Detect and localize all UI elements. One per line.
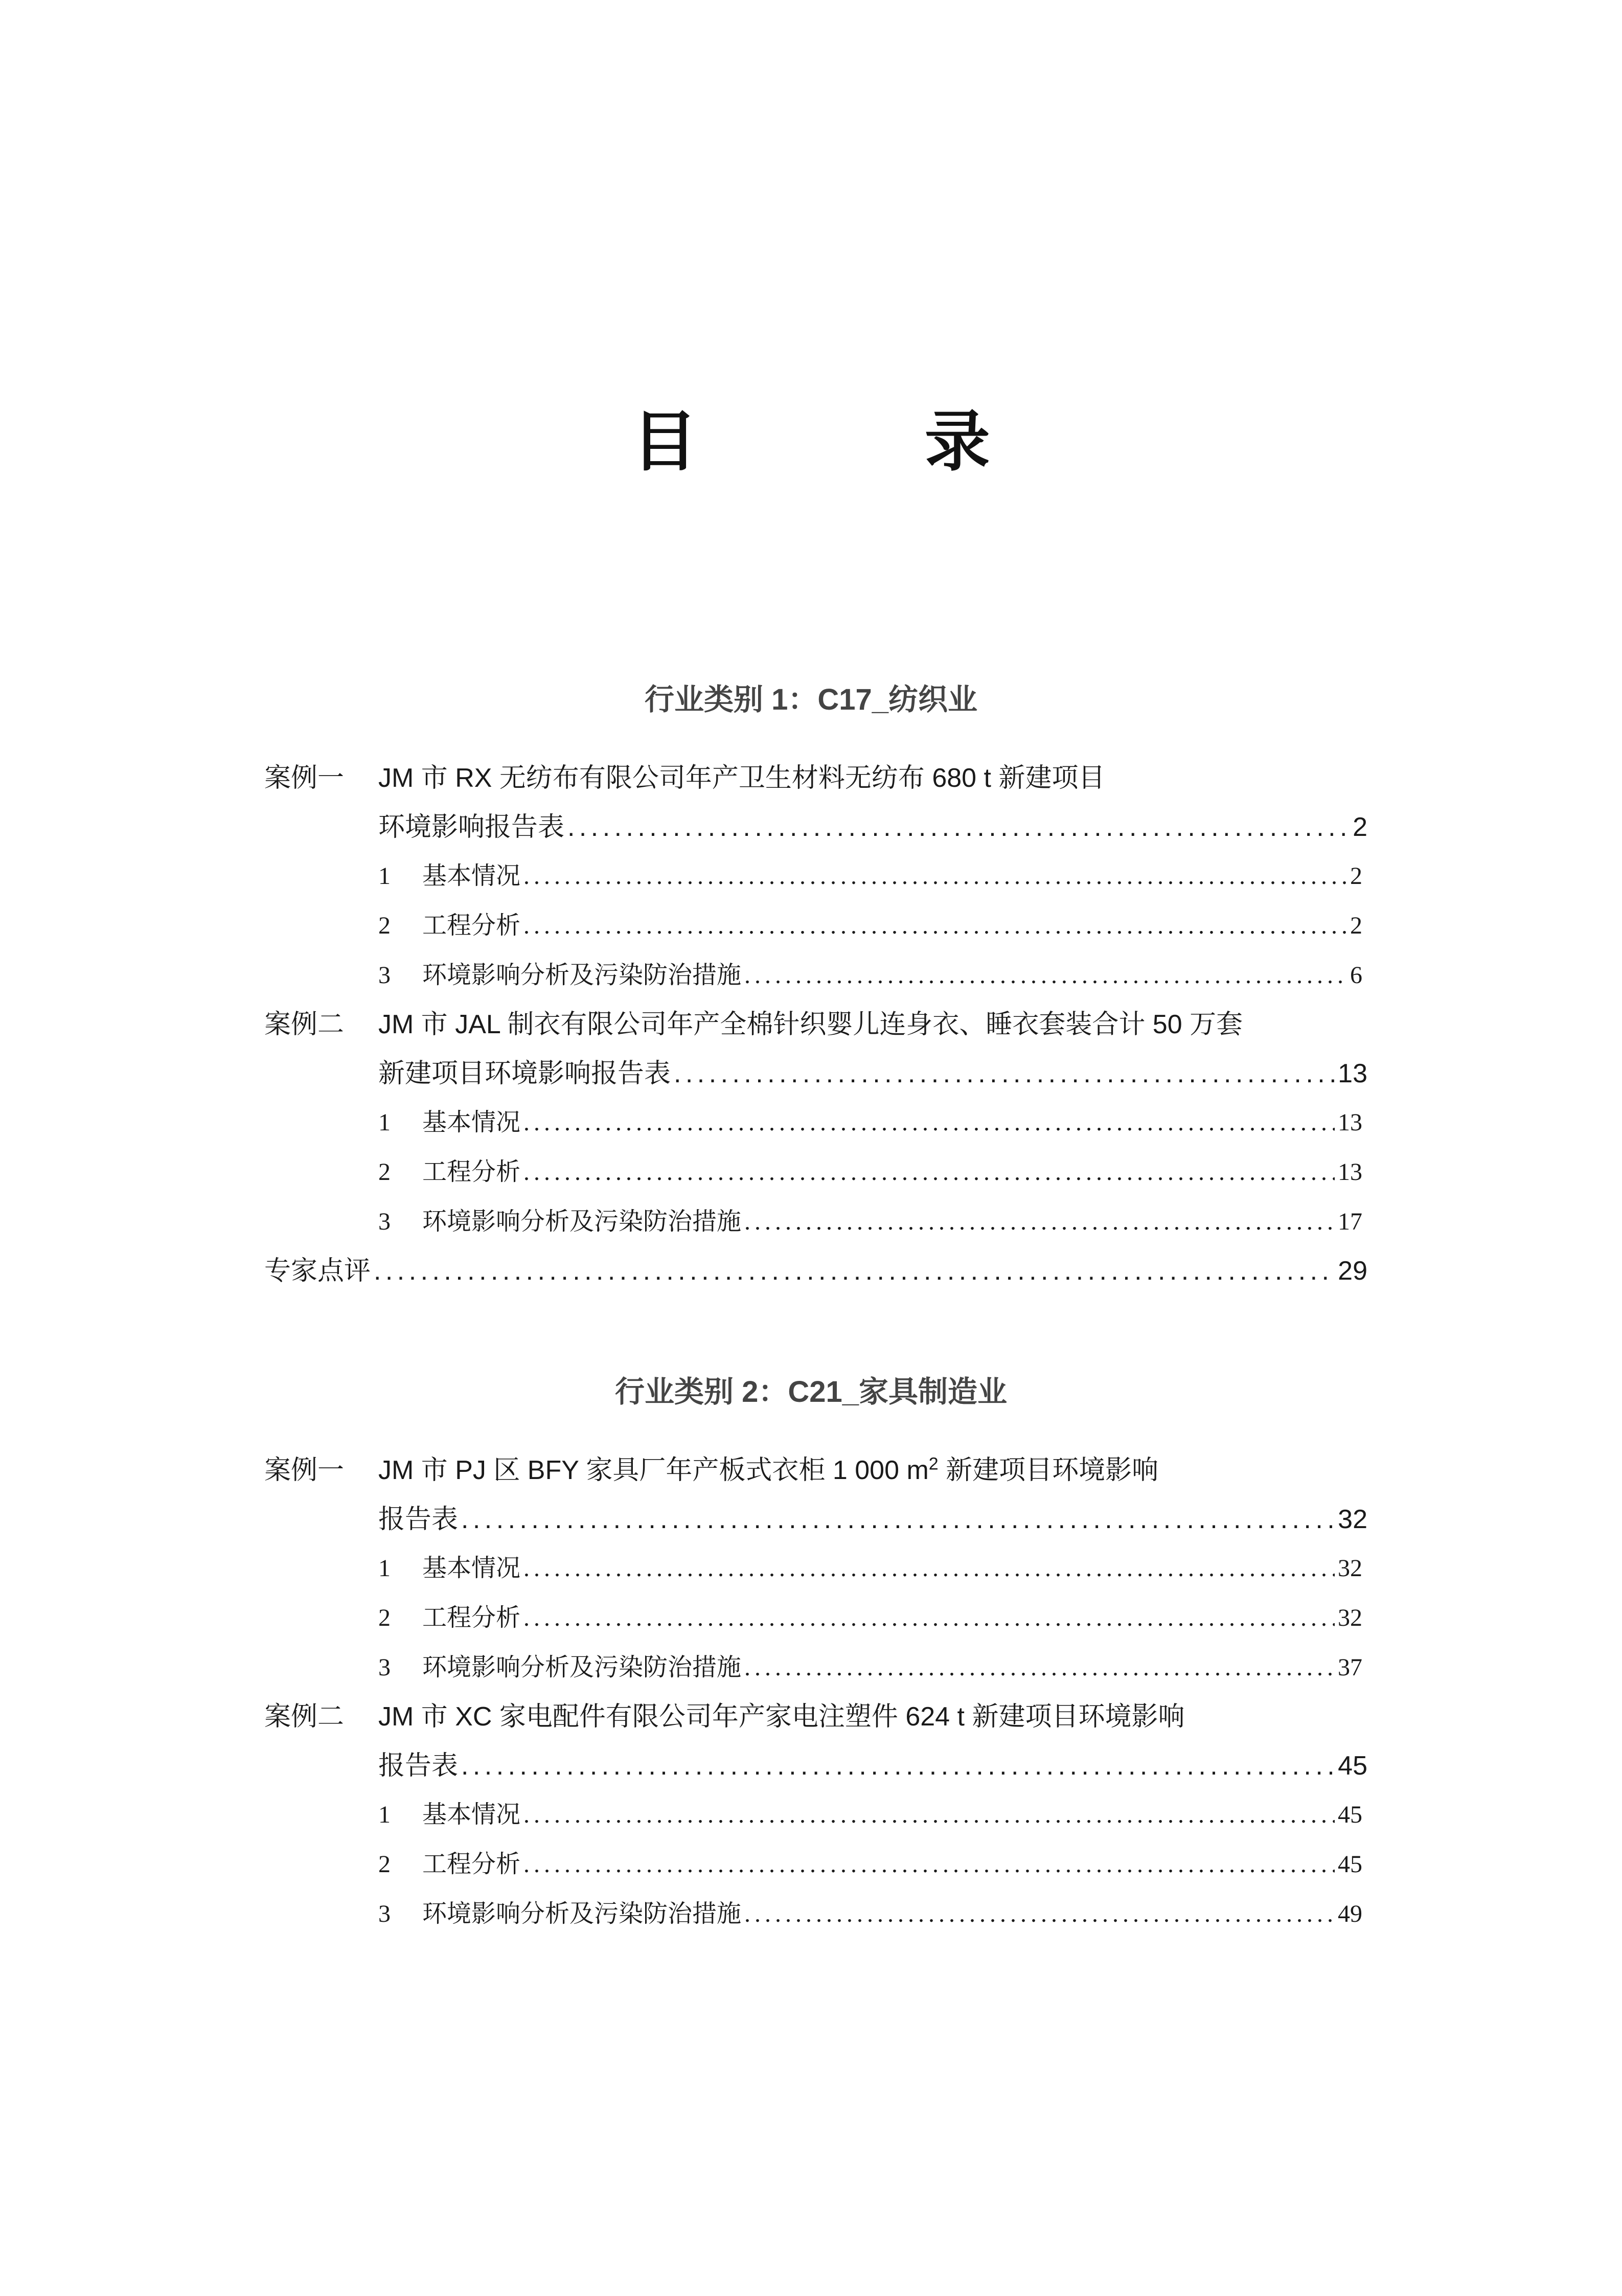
dot-leader <box>461 1506 1335 1533</box>
dot-leader <box>461 1753 1335 1779</box>
item-number: 3 <box>378 962 391 989</box>
item-text: 基本情况 <box>422 1109 521 1136</box>
toc-entry-item[interactable] <box>378 864 1362 889</box>
case-title: JM 市 XC 家电配件有限公司年产家电注塑件 624 t 新建项目环境影响 <box>378 1702 1185 1732</box>
dot-leader <box>744 1210 1335 1234</box>
case-title: JM 市 JAL 制衣有限公司年产全棉针织婴儿连身衣、睡衣套装合计 50 万套 <box>378 1010 1243 1039</box>
toc-entry-item[interactable] <box>378 1852 1362 1877</box>
case-label: 案例一 <box>264 763 345 793</box>
item-text: 工程分析 <box>422 1851 521 1878</box>
toc-entry-expert[interactable] <box>264 1258 1367 1284</box>
dot-leader <box>523 1803 1335 1827</box>
toc-entry-item[interactable] <box>378 1655 1362 1680</box>
page-number: 13 <box>1338 1158 1362 1186</box>
toc-entry-item[interactable] <box>378 1160 1362 1185</box>
page-number: 29 <box>1338 1256 1367 1286</box>
dot-leader <box>523 1606 1335 1630</box>
page-number: 37 <box>1338 1654 1362 1681</box>
item-text: 基本情况 <box>422 1555 521 1582</box>
dot-leader <box>523 1160 1335 1185</box>
page-number: 45 <box>1338 1801 1362 1828</box>
item-number: 1 <box>378 1801 391 1828</box>
dot-leader <box>523 1556 1335 1581</box>
page-number: 2 <box>1353 812 1367 842</box>
superscript: 2 <box>928 1454 939 1474</box>
item-number: 2 <box>378 1158 391 1186</box>
dot-leader <box>523 1852 1335 1877</box>
section-heading: 行业类别 2：C21_家具制造业 <box>614 1375 1008 1408</box>
toc-entry-title: 报告表 <box>378 1751 459 1781</box>
toc-entry-item[interactable] <box>378 963 1362 988</box>
item-text: 工程分析 <box>422 1604 521 1631</box>
toc-entry-title: 环境影响报告表 <box>378 812 565 842</box>
toc-entry-case[interactable] <box>378 1506 1367 1533</box>
toc-entry-item[interactable] <box>378 1803 1362 1827</box>
case-label: 案例一 <box>264 1456 345 1485</box>
case-title: JM 市 RX 无纺布有限公司年产卫生材料无纺布 680 t 新建项目 <box>378 763 1105 793</box>
case-label: 案例二 <box>264 1702 345 1732</box>
dot-leader <box>744 1655 1335 1680</box>
item-text: 工程分析 <box>422 912 521 939</box>
item-number: 3 <box>378 1654 391 1681</box>
page-number: 17 <box>1338 1208 1362 1235</box>
page-number: 32 <box>1338 1604 1362 1631</box>
toc-entry-item[interactable] <box>378 1902 1362 1926</box>
dot-leader <box>523 864 1347 889</box>
toc-entry-item[interactable] <box>378 1606 1362 1630</box>
toc-entry-item[interactable] <box>378 1210 1362 1234</box>
item-number: 2 <box>378 912 391 939</box>
dot-leader <box>523 1110 1335 1135</box>
toc-entry-item[interactable] <box>378 1556 1362 1581</box>
toc-entry-case[interactable] <box>378 814 1367 840</box>
page-number: 45 <box>1338 1751 1367 1781</box>
item-text: 环境影响分析及污染防治措施 <box>422 1654 742 1681</box>
toc-entry-item[interactable] <box>378 1110 1362 1135</box>
item-number: 2 <box>378 1851 391 1878</box>
page-number: 32 <box>1338 1505 1367 1534</box>
item-number: 1 <box>378 1555 391 1582</box>
page-number: 45 <box>1338 1851 1362 1878</box>
case-label: 案例二 <box>264 1010 345 1039</box>
page-title: 目 录 <box>632 403 1092 480</box>
case-title-part: JM 市 PJ 区 BFY 家具厂年产板式衣柜 1 000 m <box>378 1456 929 1485</box>
dot-leader <box>744 963 1347 988</box>
item-number: 1 <box>378 1109 391 1136</box>
toc-entry-case[interactable] <box>378 1060 1367 1087</box>
toc-entry-title: 报告表 <box>378 1505 459 1534</box>
page-number: 13 <box>1338 1109 1362 1136</box>
item-text: 工程分析 <box>422 1158 521 1186</box>
dot-leader <box>523 914 1347 938</box>
item-text: 基本情况 <box>422 1801 521 1828</box>
page-number: 2 <box>1350 912 1362 939</box>
case-title <box>378 1454 1159 1485</box>
page-number: 6 <box>1350 962 1362 989</box>
case-title-part: 新建项目环境影响 <box>938 1456 1159 1485</box>
item-text: 环境影响分析及污染防治措施 <box>422 1208 742 1235</box>
toc-entry-item[interactable] <box>378 914 1362 938</box>
item-text: 环境影响分析及污染防治措施 <box>422 962 742 989</box>
dot-leader <box>674 1060 1335 1087</box>
page-number: 32 <box>1338 1555 1362 1582</box>
toc-entry-case[interactable] <box>378 1753 1367 1779</box>
item-text: 基本情况 <box>422 862 521 890</box>
toc-entry-title: 新建项目环境影响报告表 <box>378 1059 671 1088</box>
section-heading: 行业类别 1：C17_纺织业 <box>644 683 978 716</box>
page-number: 49 <box>1338 1900 1362 1927</box>
page-number: 13 <box>1338 1059 1367 1088</box>
item-number: 3 <box>378 1900 391 1927</box>
item-number: 1 <box>378 862 391 890</box>
toc-entry-title: 专家点评 <box>264 1256 371 1286</box>
page-number: 2 <box>1350 862 1362 890</box>
dot-leader <box>567 814 1350 840</box>
item-number: 3 <box>378 1208 391 1235</box>
dot-leader <box>744 1902 1335 1926</box>
item-number: 2 <box>378 1604 391 1631</box>
item-text: 环境影响分析及污染防治措施 <box>422 1900 742 1927</box>
dot-leader <box>374 1258 1335 1284</box>
